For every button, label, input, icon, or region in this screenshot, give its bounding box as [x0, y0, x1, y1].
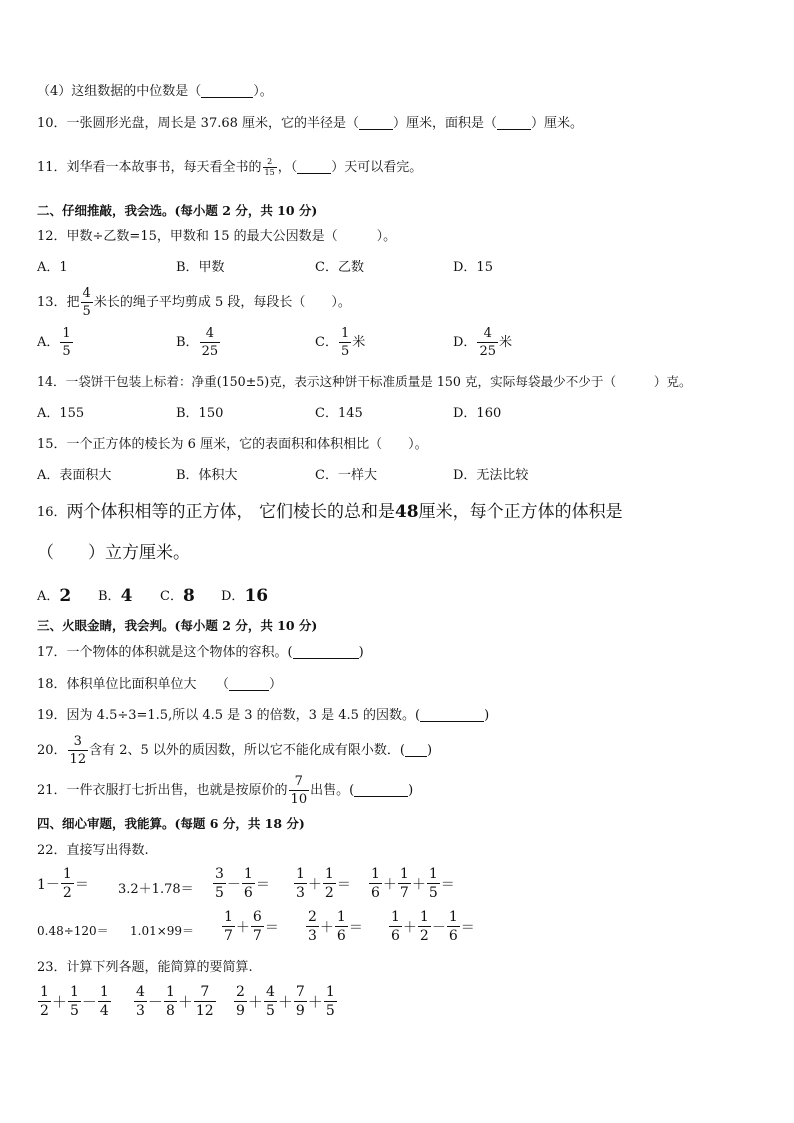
question-text: 含有 2、5 以外的质因数，所以它不能化成有限小数．(: [89, 743, 405, 758]
operator: ＝: [264, 919, 279, 936]
operator: ＋: [382, 876, 397, 893]
option-unit: 米: [498, 335, 512, 350]
option-b[interactable]: [98, 588, 132, 605]
question-15: 15．一个正方体的棱长为 6 厘米，它的表面积和体积相比（ ）。: [37, 437, 428, 452]
fraction-numerator: 2: [308, 909, 317, 925]
question-9-4: [37, 85, 273, 98]
fraction-numerator: 7: [294, 774, 303, 789]
question-text: （4）这组数据的中位数是（: [37, 84, 202, 99]
operator: －: [81, 993, 97, 1011]
fraction: [418, 910, 431, 943]
question-13: [37, 287, 351, 318]
fraction-bar: [68, 750, 89, 751]
fraction-bar: [98, 1001, 111, 1002]
fraction-bar: [134, 1001, 147, 1002]
fraction: [324, 985, 337, 1018]
question-text: ）天可以看完。: [331, 160, 423, 175]
operator: －: [431, 919, 446, 936]
option-c[interactable]: [160, 588, 195, 605]
question-16-line2: （ ）立方厘米。: [37, 543, 190, 563]
fraction-numerator: 4: [265, 984, 275, 1000]
answer-blank[interactable]: [497, 117, 531, 130]
question-17: [37, 646, 364, 659]
fraction-numerator: 1: [165, 984, 175, 1000]
fraction: [427, 867, 440, 900]
operator: ＋: [51, 993, 67, 1011]
option-a[interactable]: A．表面积大: [37, 468, 112, 483]
fraction-bar: [164, 1001, 177, 1002]
fraction-denominator: 2: [324, 885, 334, 901]
fraction-bar: [306, 926, 319, 927]
option-value: 16: [244, 586, 269, 606]
fraction-denominator: 25: [201, 344, 219, 359]
calc-item[interactable]: [133, 985, 217, 1018]
question-text: ，（: [277, 160, 298, 175]
question-text: 出售。(: [310, 783, 355, 798]
fraction-denominator: 5: [325, 1003, 335, 1019]
fraction-bar: [289, 790, 310, 791]
fraction-numerator: 4: [205, 326, 214, 341]
option-b[interactable]: B．150: [176, 406, 224, 421]
question-text: 10．一张圆形光盘，周长是 37.68 厘米，它的半径是（: [37, 116, 360, 131]
fraction-bar: [81, 302, 93, 303]
fraction-denominator: 5: [340, 344, 350, 359]
calc-item[interactable]: 3.2＋1.78＝: [118, 882, 194, 897]
fraction-denominator: 8: [165, 1003, 175, 1019]
fraction-numerator: 1: [340, 326, 350, 341]
option-a[interactable]: [37, 588, 71, 605]
operator: －: [226, 876, 241, 893]
fraction-denominator: 6: [391, 928, 400, 944]
question-number-value: 48: [394, 502, 419, 522]
option-c[interactable]: [315, 327, 365, 358]
question-number: 16．: [37, 505, 67, 520]
fraction-bar: [294, 1001, 307, 1002]
answer-blank[interactable]: [297, 161, 331, 174]
fraction-numerator: 7: [295, 984, 305, 1000]
fraction-denominator: 3: [308, 928, 317, 944]
fraction: [60, 327, 72, 358]
fraction: [447, 910, 460, 943]
fraction-bar: [61, 883, 74, 884]
question-text: 18．体积单位比面积单位大 （: [37, 677, 230, 692]
question-text: ): [484, 708, 490, 723]
question-20: [37, 735, 432, 766]
fraction-numerator: 1: [419, 909, 429, 925]
fraction: [389, 910, 402, 943]
question-text: 21．一件衣服打七折出售，也就是按原价的: [37, 783, 288, 798]
fraction-bar: [242, 883, 255, 884]
fraction-denominator: 6: [243, 885, 253, 901]
question-16: [37, 504, 623, 521]
fraction: [294, 985, 307, 1018]
fraction: [477, 327, 498, 358]
calc-text: ＝: [74, 876, 89, 893]
fraction-bar: [60, 342, 72, 343]
question-14: 14．一袋饼干包装上标着：净重(150±5)克，表示这种饼干标准质量是 150 克，实际每袋最少不少于（ ）克。: [37, 374, 692, 389]
option-d[interactable]: [221, 588, 268, 605]
fraction-numerator: 1: [371, 866, 380, 882]
option-c[interactable]: C．一样大: [315, 468, 377, 483]
answer-blank[interactable]: [405, 744, 427, 757]
option-value: 4: [120, 586, 133, 606]
fraction-bar: [251, 926, 264, 927]
fraction: [61, 867, 74, 900]
option-b[interactable]: B．甲数: [176, 260, 225, 275]
fraction-denominator: 7: [399, 885, 409, 901]
fraction: [369, 867, 382, 900]
section-heading: 四、细心审题，我能算。(每题 6 分，共 18 分): [37, 816, 305, 831]
answer-blank[interactable]: [201, 85, 253, 98]
fraction-numerator: 2: [236, 984, 245, 1000]
fraction-bar: [447, 926, 460, 927]
operator: ＋: [307, 993, 323, 1011]
fraction: [222, 910, 235, 943]
answer-blank[interactable]: [354, 784, 408, 797]
question-text: 米长的绳子平均剪成 5 段，每段长（ ）。: [93, 295, 351, 310]
fraction-numerator: 1: [391, 909, 400, 925]
fraction-denominator: 12: [69, 752, 87, 767]
question-18: [37, 678, 282, 691]
fraction-denominator: 9: [295, 1003, 305, 1019]
fraction-denominator: 6: [371, 885, 380, 901]
option-label: C．: [160, 589, 183, 604]
fraction-denominator: 2: [419, 928, 429, 944]
option-b[interactable]: B．体积大: [176, 468, 238, 483]
question-text: ）厘米。: [531, 116, 584, 131]
option-c[interactable]: C．145: [315, 406, 363, 421]
fraction-numerator: 1: [40, 984, 49, 1000]
fraction-numerator: 4: [483, 326, 492, 341]
option-label: D．: [453, 335, 477, 350]
question-12: 12．甲数÷乙数=15，甲数和 15 的最大公因数是（ ）。: [37, 229, 397, 244]
operator: ＝: [440, 876, 455, 893]
fraction: [68, 985, 81, 1018]
fraction-bar: [418, 926, 431, 927]
fraction-numerator: 1: [69, 984, 79, 1000]
fraction: [234, 985, 247, 1018]
option-d[interactable]: D．160: [453, 406, 502, 421]
fraction-bar: [339, 342, 351, 343]
question-21: [37, 775, 413, 806]
calc-item[interactable]: 0.48÷120＝: [37, 924, 109, 938]
fraction-bar: [427, 883, 440, 884]
fraction: [194, 985, 216, 1018]
calc-item[interactable]: [305, 910, 363, 943]
option-c[interactable]: C．乙数: [315, 260, 364, 275]
fraction-numerator: 4: [82, 286, 91, 301]
fraction: [264, 985, 277, 1018]
fraction-bar: [38, 1001, 51, 1002]
fraction-bar: [323, 883, 336, 884]
fraction-numerator: 1: [62, 326, 71, 341]
question-text: ): [426, 743, 433, 758]
operator: ＝: [348, 919, 363, 936]
fraction-bar: [194, 1001, 216, 1002]
question-text: 11．刘华看一本故事书，每天看全书的: [37, 160, 262, 175]
fraction-denominator: 3: [296, 885, 305, 901]
fraction-denominator: 5: [62, 344, 71, 359]
fraction-bar: [369, 883, 382, 884]
fraction: [263, 158, 277, 177]
fraction-denominator: 12: [195, 1003, 214, 1019]
fraction-denominator: 9: [236, 1003, 245, 1019]
fraction: [134, 985, 147, 1018]
calc-item[interactable]: [233, 985, 338, 1018]
fraction-numerator: 1: [224, 909, 233, 925]
operator: ＋: [247, 993, 263, 1011]
calc-item[interactable]: [212, 867, 270, 900]
fraction-numerator: 1: [296, 866, 305, 882]
section-heading: 三、火眼金睛，我会判。(每小题 2 分，共 10 分): [37, 618, 318, 633]
answer-blank[interactable]: [229, 678, 269, 691]
option-a[interactable]: A．155: [37, 406, 85, 421]
fraction: [98, 985, 111, 1018]
fraction-denominator: 7: [252, 928, 262, 944]
fraction-numerator: 1: [99, 984, 109, 1000]
option-b[interactable]: [176, 327, 221, 358]
fraction-numerator: 1: [399, 866, 409, 882]
question-text: 厘米，每个正方体的体积是: [418, 502, 623, 522]
operator: ＋: [235, 919, 250, 936]
fraction-numerator: 4: [136, 984, 145, 1000]
fraction-denominator: 4: [99, 1003, 109, 1019]
question-text: 两个体积相等的正方体， 它们棱长的总和是: [66, 502, 395, 522]
question-10: [37, 117, 583, 130]
option-label: C．: [315, 335, 338, 350]
fraction-denominator: 3: [136, 1003, 145, 1019]
calc-item[interactable]: [368, 867, 455, 900]
answer-blank[interactable]: [359, 117, 393, 130]
fraction-bar: [68, 1001, 81, 1002]
option-d[interactable]: [453, 327, 512, 358]
fraction-numerator: 3: [215, 866, 224, 882]
option-unit: 米: [352, 335, 366, 350]
fraction-bar: [213, 883, 226, 884]
fraction-numerator: 1: [243, 866, 253, 882]
question-23-title: 23．计算下列各题，能简算的要简算.: [37, 960, 253, 975]
operator: ＝: [255, 876, 270, 893]
question-text: 13．把: [37, 295, 80, 310]
fraction-denominator: 6: [336, 928, 346, 944]
fraction-denominator: 2: [62, 885, 72, 901]
answer-blank[interactable]: [293, 646, 359, 659]
operator: ＋: [307, 876, 322, 893]
fraction: [38, 985, 51, 1018]
fraction-numerator: 6: [252, 909, 262, 925]
fraction: [398, 867, 411, 900]
fraction-bar: [398, 883, 411, 884]
fraction-denominator: 15: [264, 168, 275, 177]
fraction-denominator: 5: [265, 1003, 275, 1019]
question-19: [37, 709, 489, 722]
option-value: 8: [182, 586, 195, 606]
fraction-denominator: 7: [224, 928, 233, 944]
fraction: [323, 867, 336, 900]
operator: ＝: [336, 876, 351, 893]
fraction-numerator: 2: [267, 157, 273, 166]
fraction-numerator: 3: [73, 734, 82, 749]
fraction-numerator: 1: [448, 909, 458, 925]
fraction-numerator: 1: [325, 984, 335, 1000]
option-label: B．: [176, 335, 199, 350]
fraction-bar: [234, 1001, 247, 1002]
fraction: [251, 910, 264, 943]
calc-item[interactable]: [388, 910, 475, 943]
fraction-bar: [324, 1001, 337, 1002]
fraction: [289, 775, 310, 806]
operator: －: [147, 993, 163, 1011]
fraction: [306, 910, 319, 943]
question-text: ): [358, 645, 364, 660]
fraction-denominator: 5: [69, 1003, 79, 1019]
fraction: [68, 735, 89, 766]
operator: ＝: [460, 919, 475, 936]
question-text: ): [408, 783, 414, 798]
option-d[interactable]: D．15: [453, 260, 493, 275]
fraction: [200, 327, 221, 358]
fraction: [339, 327, 351, 358]
fraction: [335, 910, 348, 943]
fraction-bar: [477, 342, 498, 343]
answer-blank[interactable]: [420, 709, 484, 722]
operator: ＋: [402, 919, 417, 936]
fraction: [294, 867, 307, 900]
calc-item[interactable]: [37, 985, 112, 1018]
section-heading: 二、仔细推敲，我会选。(每小题 2 分，共 10 分): [37, 203, 318, 218]
option-label: A．: [37, 335, 60, 350]
option-label: D．: [221, 589, 245, 604]
fraction: [213, 867, 226, 900]
fraction-numerator: 1: [428, 866, 438, 882]
option-label: B．: [98, 589, 121, 604]
question-text: 17．一个物体的体积就是这个物体的容积。(: [37, 645, 293, 660]
fraction-numerator: 1: [324, 866, 334, 882]
question-text: 19．因为 4.5÷3=1.5,所以 4.5 是 3 的倍数，3 是 4.5 的因数。(: [37, 708, 421, 723]
fraction-bar: [335, 926, 348, 927]
fraction-denominator: 5: [428, 885, 438, 901]
question-number: 20．: [37, 743, 67, 758]
option-label: A．: [37, 589, 60, 604]
fraction-denominator: 5: [215, 885, 224, 901]
option-a[interactable]: [37, 327, 74, 358]
question-11: [37, 158, 422, 177]
calc-item[interactable]: [221, 910, 279, 943]
question-22-title: 22．直接写出得数.: [37, 843, 149, 858]
calc-item[interactable]: [293, 867, 351, 900]
fraction-bar: [389, 926, 402, 927]
fraction-denominator: 10: [290, 792, 308, 807]
fraction-numerator: 1: [62, 866, 72, 882]
operator: ＋: [177, 993, 193, 1011]
fraction-denominator: 2: [40, 1003, 49, 1019]
fraction-denominator: 25: [479, 344, 496, 359]
fraction-numerator: 7: [200, 984, 210, 1000]
option-a[interactable]: A．1: [37, 260, 68, 275]
fraction: [81, 287, 93, 318]
fraction-numerator: 1: [336, 909, 346, 925]
question-text: ）厘米，面积是（: [393, 116, 498, 131]
fraction: [164, 985, 177, 1018]
operator: ＋: [319, 919, 334, 936]
fraction-bar: [294, 883, 307, 884]
fraction: [242, 867, 255, 900]
operator: ＋: [411, 876, 426, 893]
option-d[interactable]: D．无法比较: [453, 468, 529, 483]
question-text: ）。: [253, 84, 273, 99]
fraction-bar: [222, 926, 235, 927]
fraction-denominator: 5: [82, 304, 91, 319]
calc-text: 1－: [37, 876, 60, 893]
fraction-denominator: 6: [448, 928, 458, 944]
option-value: 2: [59, 586, 72, 606]
fraction-bar: [200, 342, 221, 343]
calc-item[interactable]: [37, 867, 89, 900]
operator: ＋: [277, 993, 293, 1011]
calc-item[interactable]: 1.01×99＝: [130, 924, 195, 938]
fraction-bar: [264, 1001, 277, 1002]
question-text: ）: [269, 677, 283, 692]
